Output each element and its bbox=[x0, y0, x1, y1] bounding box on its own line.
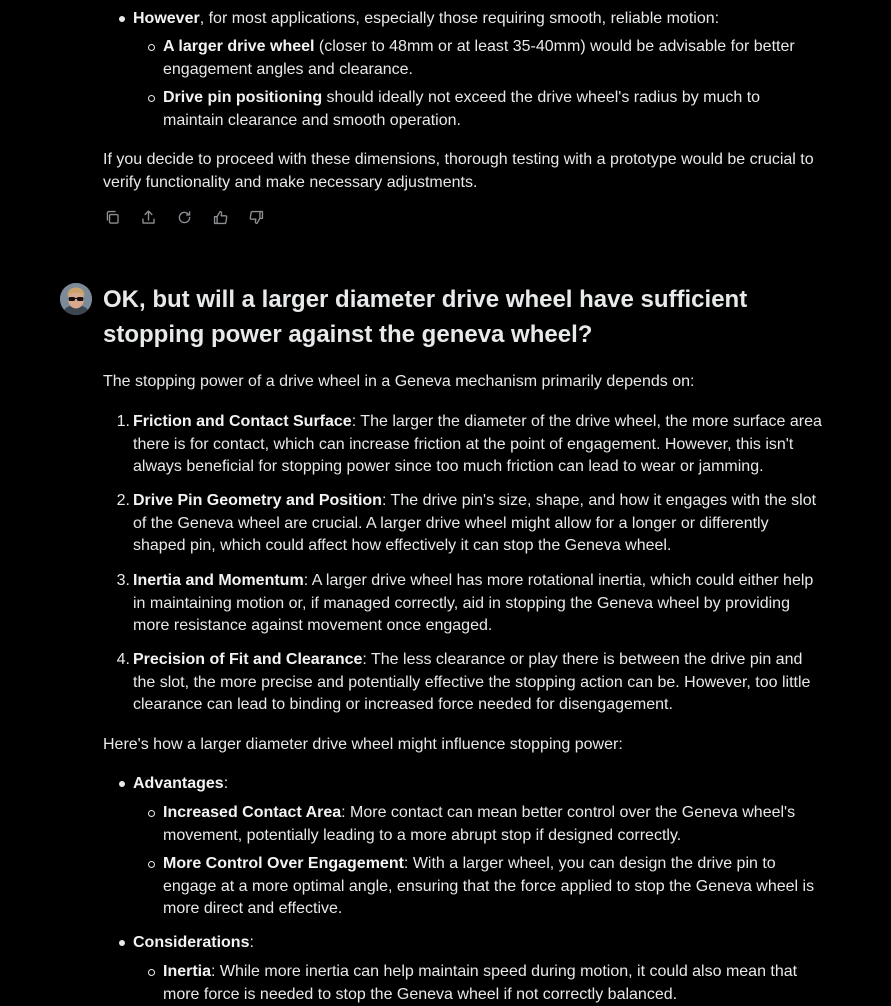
however-bold: However bbox=[133, 10, 200, 27]
user-question: OK, but will a larger diameter drive wheel have sufficient stopping power against the geneva wheel? bbox=[103, 286, 748, 348]
factor-item bbox=[133, 490, 823, 558]
bullet-circle bbox=[148, 969, 155, 976]
factor-text: : The less clearance or play there is between the drive pin and the slot, the more precise and potentially effective the stopping action can be. However, too little clearance can lead to binding or increased force needed for disengagement. bbox=[133, 651, 811, 714]
thumbs-down-icon[interactable] bbox=[247, 208, 265, 226]
bullet-circle bbox=[148, 810, 155, 817]
factor-title: Friction and Contact Surface bbox=[133, 413, 352, 430]
factor-text: : A larger drive wheel has more rotational inertia, which could either help in maintaining motion or, if managed correctly, aid in stopping the Geneva wheel by providing more resistance against movement once engaged. bbox=[133, 572, 814, 635]
factor-text: : The larger the diameter of the drive wheel, the more surface area there is for contact, which can increase friction at the point of engagement. However, this isn't always beneficial for stopping power since too much friction can lead to wear or jamming. bbox=[133, 413, 822, 476]
advantage-text: : With a larger wheel, you can design the drive pin to engage at a more optimal angle, ensuring that the force applied to stop the Geneva wheel is more direct and effective. bbox=[163, 855, 815, 918]
considerations-heading: Considerations bbox=[133, 934, 250, 951]
larger-drive-wheel-bold: A larger drive wheel bbox=[163, 38, 315, 55]
list-item-however bbox=[133, 8, 823, 31]
copy-icon[interactable] bbox=[103, 208, 121, 226]
larger-drive-wheel-text: (closer to 48mm or at least 35-40mm) would be advisable for better engagement angles and clearance. bbox=[163, 38, 795, 78]
advantages-heading: Advantages bbox=[133, 775, 224, 792]
factor-title: Precision of Fit and Clearance bbox=[133, 651, 363, 668]
factor-item bbox=[133, 411, 823, 479]
factor-title: Drive Pin Geometry and Position bbox=[133, 492, 382, 509]
advantage-title: Increased Contact Area bbox=[163, 804, 342, 821]
advantages-colon: : bbox=[223, 775, 229, 792]
bullet-disc bbox=[119, 781, 125, 787]
answer-intro: The stopping power of a drive wheel in a Geneva mechanism primarily depends on: bbox=[103, 373, 695, 390]
advantage-item bbox=[163, 802, 823, 847]
list-item-advantages bbox=[133, 773, 823, 796]
closing-paragraph: If you decide to proceed with these dimensions, thorough testing with a prototype would be crucial to verify functionality and make necessary adjustments. bbox=[103, 151, 814, 191]
influence-intro: Here's how a larger diameter drive wheel might influence stopping power: bbox=[103, 736, 623, 753]
share-icon[interactable] bbox=[139, 208, 157, 226]
factor-item bbox=[133, 649, 823, 717]
bullet-disc bbox=[119, 940, 125, 946]
list-item-drive-pin-positioning bbox=[163, 87, 823, 132]
considerations-colon: : bbox=[249, 934, 254, 951]
response-actions bbox=[103, 208, 265, 226]
factor-text: : The drive pin's size, shape, and how it engages with the slot of the Geneva wheel are crucial. A larger drive wheel might allow for a longer or differently shaped pin, which could affect how effectively it can stop the Geneva wheel. bbox=[133, 492, 817, 555]
bullet-circle bbox=[148, 95, 155, 102]
consideration-text: : While more inertia can help maintain speed during motion, it could also mean that more force is needed to stop the Geneva wheel if not correctly balanced. bbox=[163, 963, 798, 1003]
bullet-circle bbox=[148, 861, 155, 868]
advantage-text: : More contact can mean better control over the Geneva wheel's movement, potentially leading to a more abrupt stop if designed correctly. bbox=[163, 804, 796, 844]
list-item-larger-drive-wheel bbox=[163, 36, 823, 81]
list-number: 1. bbox=[116, 413, 130, 430]
however-text: , for most applications, especially those requiring smooth, reliable motion: bbox=[199, 10, 720, 27]
regenerate-icon[interactable] bbox=[175, 208, 193, 226]
bullet-disc bbox=[119, 16, 125, 22]
advantage-item bbox=[163, 853, 823, 921]
list-number: 2. bbox=[116, 492, 130, 509]
list-number: 3. bbox=[116, 572, 130, 589]
bullet-circle bbox=[148, 44, 155, 51]
drive-pin-positioning-text: should ideally not exceed the drive wheel's radius by much to maintain clearance and smooth operation. bbox=[163, 89, 761, 129]
factor-item bbox=[133, 570, 823, 638]
list-number: 4. bbox=[116, 651, 130, 668]
user-avatar[interactable] bbox=[60, 283, 92, 315]
drive-pin-positioning-bold: Drive pin positioning bbox=[163, 89, 323, 106]
advantage-title: More Control Over Engagement bbox=[163, 855, 404, 872]
thumbs-up-icon[interactable] bbox=[211, 208, 229, 226]
factor-title: Inertia and Momentum bbox=[133, 572, 304, 589]
consideration-title: Inertia bbox=[163, 963, 212, 980]
consideration-item bbox=[163, 961, 823, 1006]
list-item-considerations bbox=[133, 932, 823, 955]
